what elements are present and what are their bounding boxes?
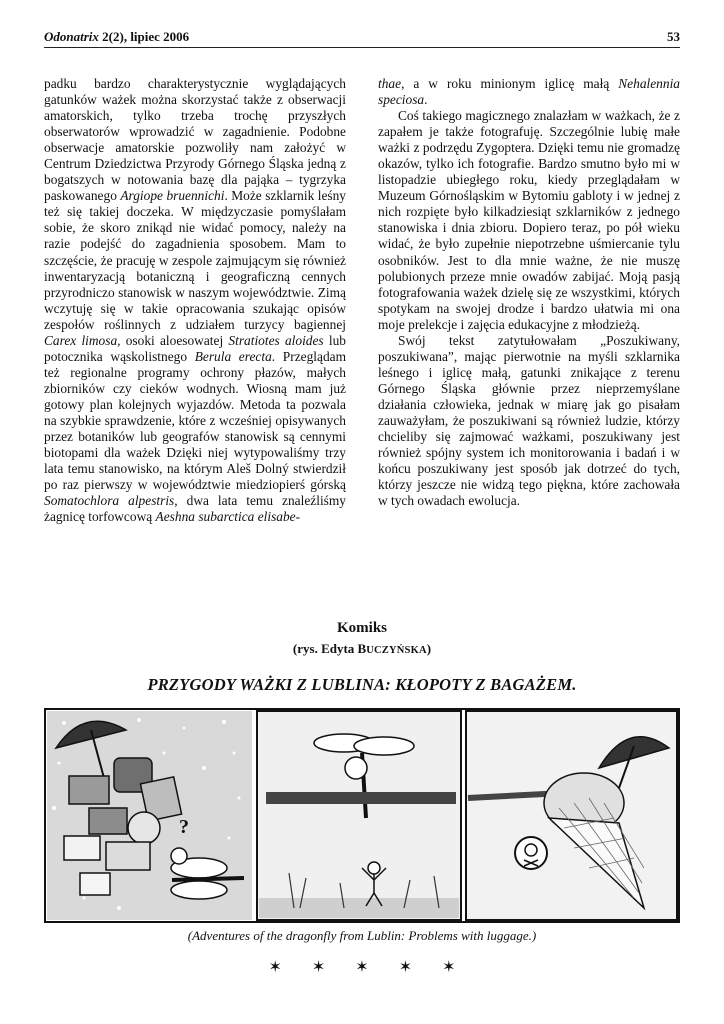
journal-name: Odonatrix <box>44 29 99 44</box>
section-separator: ✶ ✶ ✶ ✶ ✶ <box>268 959 456 976</box>
species-name: Somatochlora alpestris <box>44 493 175 509</box>
comic-strip <box>44 708 680 923</box>
skull-icon <box>515 837 547 869</box>
journal-citation <box>44 29 189 45</box>
comic-headline: PRZYGODY WAŻKI Z LUBLINA: KŁOPOTY Z BAGAŻEM. <box>147 675 577 694</box>
species-name: thae <box>378 76 402 91</box>
comic-panel-3 <box>466 711 677 920</box>
right-paragraph-3: Swój tekst zatytułowałam „Poszukiwany, poszukiwana”, mając pierwotnie na myśli szklarnika leśnego i iglicę małą, gatunki znikające z terenu Górnego Śląska głównie przez nieprzemyślane działania człowieka, jednak w miarę jak go pisałam zauważyłam, że poszukiwani są również ludzie, którzy chcieliby się zajmować ważkami, poszukiwany jest również spójny system ich monitorowania i badań i w końcu poszukiwany jest sposób jak dotrzeć do tych, którzy jeszcze nie widzą tego piękna, które zachowała w tych owadach ewolucja. <box>378 332 680 509</box>
species-name: Argiope bruennichi <box>120 188 225 204</box>
left-column <box>44 76 346 525</box>
species-name: Nehalennia speciosa <box>378 76 680 108</box>
page-number: 53 <box>667 29 680 44</box>
species-name: Carex limosa <box>44 332 118 348</box>
page-header <box>44 27 680 48</box>
comic-question-mark: ? <box>179 816 189 838</box>
journal-issue: 2(2), lipiec 2006 <box>102 29 190 44</box>
comic-caption: (Adventures of the dragonfly from Lublin: Problems with luggage.) <box>187 928 537 943</box>
right-paragraph-1: thae, a w roku minionym iglicę małą Nehalennia speciosa. <box>378 76 680 108</box>
comic-panel-1 <box>47 711 252 920</box>
right-column <box>378 76 680 509</box>
comic-credit: (rys. Edyta BUCZYŃSKA) <box>292 641 432 656</box>
comic-section-title: Komiks <box>336 620 387 636</box>
species-name: Aeshna subarctica elisabe- <box>155 509 301 525</box>
comic-panel-2 <box>257 711 461 920</box>
species-name: Berula erecta <box>194 348 272 364</box>
right-paragraph-2: Coś takiego magicznego znalazłam w ważkach, że z zapałem je także fotografuję. Szczególnie lubię małe ważki z podrzędu Zygoptera. Dzięki temu nie gromadzę okazów, tylko ich fotografie. Bardzo smutno było mi w listopadzie ubiegłego roku, kiedy przeglądałam w Muzeum Górnośląskim w Bytomiu gabloty i w jednej z nich rozpięte było kilkadziesiąt szklarników z jednego stanowiska i dnia zbioru. Dopiero teraz, po pół wieku widać, że było zupełnie niepotrzebne uśmiercanie tylu osobników. Jest to dla mnie ważne, że nie muszę polubionych przeze mnie owadów zabijać. Moją pasją fotografowania ważek dzielę się ze wszystkimi, których spotykam na swojej drodze i bardzo ułatwia mi ona moje prelekcje i zajęcia edukacyjne z młodzieżą. <box>378 108 680 332</box>
left-paragraph: padku bardzo charakterystycznie wyglądających gatunków ważek można skorzystać także z obserwacji amatorskich, tylko trzeba trochę przyszłych obserwatorów wprowadzić w zagadnienie. Podobne obserwacje amatorskie pozwoliły nam założyć w Centrum Dziedzictwa Przyrody Górnego Śląska jedną z bogatszych w notowania bazę dla pająka – tygrzyka paskowanego Argiope bruennichi. Może szklarnik leśny też się takiej doczeka. W międzyczasie pomyślałam sobie, że skoro znikąd nie widać pomocy, należy na razie podejść do zagadnienia sposobem. Mam to szczęście, że pracuję w zespole zajmującym się również inwentaryzacją botaniczną i geograficzną cennych przyrodniczo stanowisk w naszym województwie. Zimą wczytuję się w takie opracowania szukając opisów zespołów roślinnych z udziałem turzycy bagiennej Carex limosa, osoki aloesowatej Stratiotes aloides lub potocznika wąskolistnego Berula erecta. Przeglądam też regionalne programy ochrony płazów, małych zbiorników czy cieków wodnych. Wiosną mam już gotowy plan kolejnych wyjazdów. Metoda ta pozwala na szybkie sprawdzenie, które z wcześniej opisywanych przez botaników lub geografów stanowisk są cennymi biotopami dla ważek Dzięki niej wytypowaliśmy trzy lata temu stanowisko, na którym Aleš Dolný stwierdził po raz pierwszy w województwie miedziopierś górską Somatochlora alpestris, dwa lata temu znaleźliśmy żagnicę torfowcową Aeshna subarctica elisabe- <box>44 76 346 525</box>
species-name: Stratiotes aloides <box>228 332 324 348</box>
